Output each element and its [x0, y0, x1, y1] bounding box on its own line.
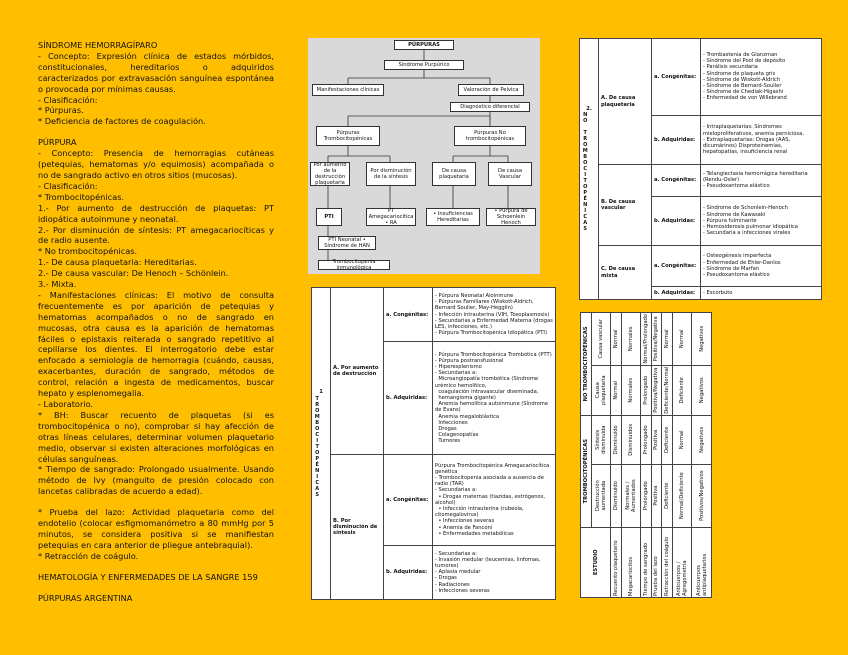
- header-cell: ESTUDIO: [581, 527, 611, 597]
- table-row: [662, 313, 673, 598]
- item-line: - Parálisis secundaria: [703, 64, 758, 71]
- text-paragraph: * Púrpuras.: [38, 105, 84, 116]
- kind-label: b. Adquiridas:: [652, 196, 701, 246]
- value-cell: Normal: [611, 365, 622, 415]
- group-label: A. De causa plaquetaria: [599, 39, 652, 165]
- table-row: [651, 313, 662, 598]
- text-paragraph: - Concepto: Presencia de hemorragias cutáneas (petequias, hematomas y/o equimosis) acompañada o no de sangrado activo en otros sitios (mucosas).: [38, 148, 274, 180]
- item-line: - Púrpura Neonatal Aloinmune: [435, 292, 514, 299]
- kind-label: b. Adquiridas:: [384, 342, 433, 455]
- group-label: B. De causa vascular: [599, 165, 652, 246]
- item-line: - Púrpura postransfusional: [435, 357, 504, 364]
- table-row: [580, 39, 822, 116]
- item-line: • Enfermedades metabólicas: [435, 530, 514, 537]
- item-line: - Pseudoxantoma elástico: [703, 183, 770, 190]
- kind-label: b. Adquiridas:: [652, 286, 701, 299]
- item-line: • Infección intrauterina (rubeola, citomegalovirus): [435, 505, 526, 519]
- text-paragraph: * Trombocitopénicas.: [38, 191, 124, 202]
- left-text-column: [38, 40, 274, 604]
- item-line: - Síndrome de Kawasaki: [703, 211, 766, 218]
- items-cell: [701, 246, 822, 286]
- item-line: - Secundarias a:: [435, 370, 477, 377]
- value-cell: Disminuido: [611, 464, 622, 527]
- flow-pti-neonatal: PTI Neonatal • Síndrome de HAN: [318, 236, 376, 250]
- table-row: [312, 454, 556, 545]
- value-cell: Positiva: [651, 464, 662, 527]
- item-line: - Osteogénesis imperfecta: [703, 253, 772, 260]
- kind-label: b. Adquiridas:: [652, 115, 701, 165]
- value-cell: Disminuido: [611, 415, 622, 464]
- section-title: NO TROMBOCITOPÉNICAS: [582, 112, 589, 233]
- paragraph-gap: [38, 497, 274, 507]
- value-cell: Normal: [672, 313, 692, 366]
- value-cell: Deficiente: [662, 415, 673, 464]
- text-paragraph: 2.- De causa vascular: De Henoch – Schönlein.: [38, 268, 229, 279]
- flow-schoenlein: • Púrpura de Schoenlein Henoch: [486, 208, 536, 226]
- items-cell: [701, 39, 822, 116]
- item-line: Infecciones: [435, 419, 468, 426]
- header-row: [581, 313, 592, 598]
- value-cell: Normal: [662, 313, 673, 366]
- value-cell: Positiva/Negativa: [651, 313, 662, 366]
- item-line: - Hiperesplenismo: [435, 364, 482, 371]
- text-paragraph: - Clasificación:: [38, 180, 98, 191]
- study-cell: Prueba del lazo: [651, 527, 662, 597]
- item-line: - Síndrome de Chediak-Higashi: [703, 89, 784, 96]
- item-line: - Enfermedad de von Willebrand: [703, 95, 787, 102]
- item-line: - Secundaria a infecciones virales: [703, 230, 791, 237]
- item-line: - Enfermedad de Ehler-Danlos: [703, 259, 781, 266]
- item-line: - Púrpura fulminante: [703, 217, 757, 224]
- item-line: - Trombocitopenia asociada a ausencia de radio (TAR): [435, 474, 546, 488]
- section-number: 1: [319, 389, 323, 396]
- table-row: [611, 313, 622, 598]
- value-cell: Positivos/Negativos: [692, 464, 712, 527]
- flow-non-thrombocytopenic: Púrpuras No trombocitopénicas: [454, 126, 526, 146]
- text-paragraph: - Concepto: Expresión clínica de estados mórbidos, constitucionales, hereditarios o adquiridos caracterizados por extravasación sanguínea espontánea o provocada por mínimas causas.: [38, 50, 274, 94]
- item-line: - Síndrome de plaqueta gris: [703, 70, 776, 77]
- value-cell: Negativos: [692, 365, 712, 415]
- flow-increased-destruction: Por aumento de la destrucción plaquetaria: [310, 162, 350, 186]
- paragraph-gap: [38, 562, 274, 572]
- item-line: - Púrpuras Familiares (Wiskott-Aldrich, Bernard Soulier, May-Hegglin): [435, 299, 536, 312]
- item-line: - Síndrome de Schonlein-Henoch: [703, 205, 788, 212]
- header-cell: NO TROMBOCITOPÉNICAS: [581, 313, 592, 416]
- item-line: - Drogas: [435, 575, 457, 582]
- item-line: Drogas: [435, 426, 457, 433]
- items-cell: [701, 286, 822, 299]
- value-cell: Normales / Aumentados: [621, 464, 641, 527]
- kind-label: a. Congénitas:: [652, 165, 701, 196]
- item-line: - Escorbuto: [703, 289, 733, 296]
- item-line: - Infecciones severas: [435, 587, 490, 594]
- group-label: C. De causa mixta: [599, 246, 652, 300]
- flow-valuation: Valoración de Pelvica: [458, 84, 524, 96]
- value-cell: Negativos: [692, 415, 712, 464]
- flow-differential: Diagnóstico diferencial: [450, 102, 530, 112]
- kind-label: a. Congénitas:: [384, 288, 433, 342]
- item-line: - Secundarias a Enfermedad Materna (drogas LES, infecciones, etc.): [435, 317, 555, 330]
- section-cell: [312, 288, 331, 600]
- text-paragraph: - Laboratorio.: [38, 399, 94, 409]
- item-line: Anemia hemolítica autoinmune (Síndrome de Evans): [435, 401, 550, 414]
- item-line: - Trombastenia de Glanzman: [703, 51, 778, 58]
- item-line: Tumores: [435, 438, 461, 445]
- value-cell: Positiva/Negativa: [651, 365, 662, 415]
- text-paragraph: 2.- Por disminución de síntesis: PT amegacariocíticas y de radio ausente.: [38, 224, 274, 246]
- value-cell: Prolongado: [641, 415, 652, 464]
- text-paragraph: PÚRPURA: [38, 137, 77, 148]
- text-paragraph: HEMATOLOGÍA Y ENFERMEDADES DE LA SANGRE 159: [38, 571, 258, 582]
- text-paragraph: - Manifestaciones clínicas: El motivo de consulta frecuentemente es por aparición de petequias y hematomas acompañados o no de sangrado en mucosas, otra causa es la aparición de hematomas fáciles o epistaxis reiterada o sangrado repetitivo al cepillarse los dientes. El interrogatorio debe estar enfocado a semiología de hemorragia (cuándo, causas, exacerbantes, duración de sangrado, métodos de control, relación a ingesta de medicamentos, buscar hepato y esplenomegalia.: [38, 289, 274, 399]
- value-cell: Negativos: [692, 313, 712, 366]
- flow-hereditary: • Insuficiencias Hereditarias: [426, 208, 480, 226]
- kind-label: a. Congénitas:: [652, 246, 701, 286]
- value-cell: Prolongado: [641, 464, 652, 527]
- text-paragraph: * BH: Buscar recuento de plaquetas (si es trombocitopénica o no), comprobar si hay afección de otras líneas celulares, determinar volumen plaquetario medio, observar si existen alteraciones morfológicas en células sanguíneas.: [38, 409, 274, 464]
- item-line: - Radiaciones: [435, 581, 470, 588]
- section-number: 2.: [586, 105, 592, 112]
- subheader-cell: Causa vascular: [591, 313, 611, 366]
- items-cell: [433, 545, 556, 599]
- purpuras-flowchart: [308, 38, 540, 274]
- item-line: - Secundarias a:: [435, 487, 477, 494]
- value-cell: Normal/Deficiente: [672, 464, 692, 527]
- flow-vascular-cause: De causa Vascular: [488, 162, 532, 186]
- item-line: • Drogas maternas (tiazidas, estrógenos, alcohol): [435, 493, 547, 506]
- item-line: • Anemia de Fanconi: [435, 524, 493, 531]
- item-line: - Invasión medular (leucemias, linfomas, tumores): [435, 556, 543, 569]
- table-row: [641, 313, 652, 598]
- study-cell: Retracción del coágulo: [662, 527, 673, 597]
- value-cell: Normales: [621, 313, 641, 366]
- text-paragraph: SÍNDROME HEMORRAGÍPARO: [38, 40, 158, 50]
- flow-platelet-cause: De causa plaquetaria: [432, 162, 476, 186]
- flow-pti: PTI: [316, 208, 342, 226]
- table-row: [692, 313, 712, 598]
- value-cell: Normal: [611, 313, 622, 366]
- subheader-cell: Síntesis disminuida: [591, 415, 611, 464]
- item-line: - Aplasia medular: [435, 569, 481, 576]
- flow-syndrome: Síndrome Purpúrico: [384, 60, 464, 70]
- item-line: Anemia megaloblástica: [435, 413, 500, 420]
- study-cell: Tiempo de sangrado: [641, 527, 652, 597]
- text-paragraph: * No trombocitopénicas.: [38, 246, 138, 257]
- item-line: - Infección intrauterina (VIH, Toxoplasmosis): [435, 311, 550, 318]
- text-paragraph: 1.- De causa plaquetaria: Hereditarias.: [38, 257, 197, 268]
- table-row: [580, 246, 822, 286]
- section-title: TROMBOCITOPÉNICAS: [314, 395, 321, 498]
- text-paragraph: * Tiempo de sangrado: Prolongado usualmente. Usando método de Ivy (manguito de presión colocado con lancetas calibradas de acuerdo a edad).: [38, 464, 274, 497]
- item-line: Púrpura Trombocitopénica Amegacariocítica genética: [435, 462, 552, 475]
- item-line: • Infecciones severas: [435, 518, 495, 525]
- table-row: [312, 288, 556, 342]
- text-paragraph: 1.- Por aumento de destrucción de plaquetas: PT idiopática autoinmune y neonatal.: [38, 202, 274, 224]
- value-cell: Normal: [672, 415, 692, 464]
- section-cell: [580, 39, 599, 300]
- items-cell: [433, 342, 556, 455]
- lab-comparison-table: [580, 312, 712, 598]
- flow-thrombocytopenic: Púrpuras Trombocitopénicas: [316, 126, 380, 146]
- study-cell: Recuento plaquetario: [611, 527, 622, 597]
- item-line: - Extraplaquetarias: Drogas (AAS, dicumárinos) Disproteinemias, hepatopatías, insuficiencia renal: [703, 136, 792, 156]
- study-cell: Megacariocitos: [621, 527, 641, 597]
- item-line: - Pseudoxantoma elástico: [703, 272, 770, 279]
- item-line: Colagenopatías: [435, 432, 479, 439]
- value-cell: Normal/Prolongado: [641, 313, 652, 366]
- paragraph-gap: [38, 127, 274, 137]
- item-line: - Hemosiderosis pulmonar idiopática: [703, 223, 798, 230]
- flow-amegakaryocytic: PT Amegacariocítica • RA: [366, 208, 416, 226]
- kind-label: b. Adquiridas:: [384, 545, 433, 599]
- item-line: - Síndrome de Marfan: [703, 265, 760, 272]
- item-line: - Púrpura Trombocitopénica Idiopática (PTI): [435, 330, 547, 337]
- flow-decreased-synthesis: Por disminución de la síntesis: [366, 162, 416, 186]
- value-cell: Deficiente/Normal: [662, 365, 673, 415]
- items-cell: [433, 454, 556, 545]
- kind-label: a. Congénitas:: [652, 39, 701, 116]
- subheader-cell: Destrucción aumentada: [591, 464, 611, 527]
- flow-manifestations: Manifestaciones clínicas: [312, 84, 384, 96]
- item-line: - Síndrome de Bernard-Soulier: [703, 83, 782, 89]
- study-cell: Anticuerpos / Agregometría: [672, 527, 692, 597]
- item-line: - Síndrome de Wiskott-Aldrich: [703, 76, 781, 83]
- text-paragraph: * Prueba del lazo: Actividad plaquetaria como del endotelio (colocar esfigmomanómetro a 80 mmHg por 5 minutos, se considera positiva si se manifiestan petequias en cara anterior de pliegue antebraquial).: [38, 507, 274, 550]
- text-paragraph: 3.- Mixta.: [38, 279, 77, 290]
- item-line: - Síndrome del Pool de depósito: [703, 58, 786, 65]
- item-line: - Secundarias a:: [435, 550, 477, 557]
- table-row: [580, 165, 822, 196]
- item-line: coagulación intravascular diseminada,: [435, 388, 539, 395]
- text-paragraph: - Clasificación:: [38, 94, 98, 105]
- value-cell: Deficiente: [672, 365, 692, 415]
- table-row: [621, 313, 641, 598]
- header-cell: TROMBOCITOPÉNICAS: [581, 415, 592, 527]
- value-cell: Normales: [621, 365, 641, 415]
- paragraph-gap: [38, 583, 274, 593]
- flow-title: PÚRPURAS: [394, 40, 454, 50]
- table-row: [672, 313, 692, 598]
- flow-immune: Trombocitopenia inmunológica: [318, 260, 390, 270]
- items-cell: [701, 196, 822, 246]
- item-line: Microangiopatía trombótica (Síndrome urémico hemolítico,: [435, 376, 540, 389]
- group-label: A. Por aumento de destrucción: [331, 288, 384, 455]
- text-paragraph: * Deficiencia de factores de coagulación.: [38, 116, 206, 127]
- text-paragraph: PÚRPURAS ARGENTINA: [38, 592, 133, 603]
- item-line: hemangioma gigante): [435, 395, 496, 402]
- group-label: B. Por disminución de síntesis: [331, 454, 384, 599]
- kind-label: a. Congénitas:: [384, 454, 433, 545]
- study-cell: Anticuerpos antiplaquetarios: [692, 527, 712, 597]
- item-line: - Púrpura Trombocitopénica Trombótica (PTT): [435, 351, 552, 358]
- non-thrombocytopenic-table: [579, 38, 822, 300]
- text-paragraph: * Retracción de coágulo.: [38, 550, 139, 561]
- items-cell: [433, 288, 556, 342]
- value-cell: Positiva: [651, 415, 662, 464]
- item-line: - Intraplaquetarias: Síndromes mieloproliferativos, anemia perniciosa.: [703, 124, 804, 137]
- value-cell: Disminuidos: [621, 415, 641, 464]
- items-cell: [701, 115, 822, 165]
- thrombocytopenic-table: [311, 287, 556, 600]
- subheader-cell: Causa plaquetaria: [591, 365, 611, 415]
- item-line: - Telangiectasia hemorrágica hereditaria (Rendu-Osler): [703, 171, 810, 184]
- items-cell: [701, 165, 822, 196]
- value-cell: Deficiente: [662, 464, 673, 527]
- value-cell: Prolongado: [641, 365, 652, 415]
